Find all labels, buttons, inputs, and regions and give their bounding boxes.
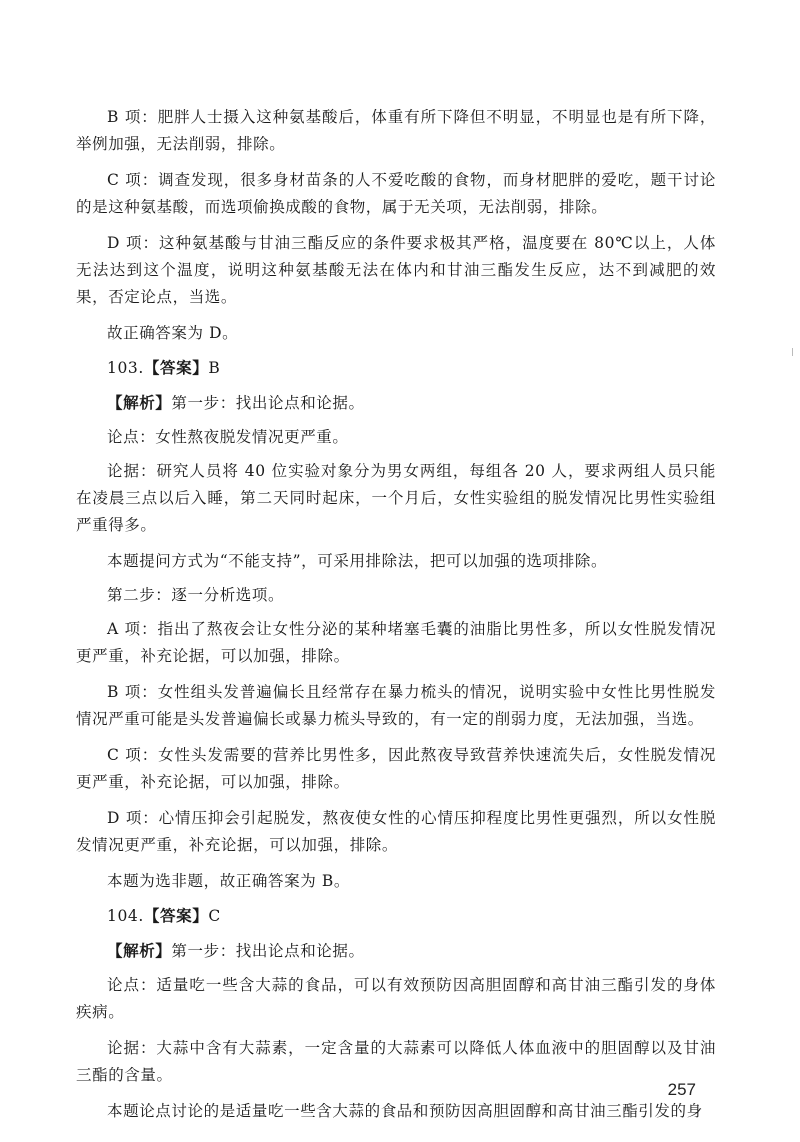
- answer-label: 【答案】: [143, 358, 209, 377]
- page-number: 257: [667, 1080, 696, 1099]
- paragraph-text: 本题提问方式为“不能支持”，可采用排除法，把可以加强的选项排除。: [107, 552, 608, 570]
- paragraph-text: C 项：女性头发需要的营养比男性多，因此熬夜导致营养快速流失后，女性脱发情况更严重，补充论据，可以加强，排除。: [76, 746, 716, 791]
- paragraph-answer-conclusion-q102: [76, 320, 716, 347]
- paragraph-option-b-q102: [76, 104, 716, 158]
- question-number: 104.: [107, 907, 144, 925]
- paragraph-evidence-q103: [76, 458, 716, 539]
- analysis-label: 【解析】: [107, 393, 172, 412]
- paragraph-text: A 项：指出了熬夜会让女性分泌的某种堵塞毛囊的油脂比男性多，所以女性脱发情况更严重，补充论据，可以加强，排除。: [76, 620, 716, 665]
- answer-heading-103: [76, 354, 716, 382]
- paragraph-text: 论据：研究人员将 40 位实验对象分为男女两组，每组各 20 人，要求两组人员只能在凌晨三点以后入睡，第二天同时起床，一个月后，女性实验组的脱发情况比男性实验组严重得多。: [76, 462, 716, 534]
- paragraph-text: D 项：心情压抑会引起脱发，熬夜使女性的心情压抑程度比男性更强烈，所以女性脱发情况更严重，补充论据，可以加强，排除。: [76, 809, 716, 854]
- paragraph-option-a-q103: [76, 616, 716, 670]
- paragraph-text: B 项：女性组头发普遍偏长且经常存在暴力梳头的情况，说明实验中女性比男性脱发情况严重可能是头发普遍偏长或暴力梳头导致的，有一定的削弱力度，无法加强，当选。: [76, 683, 716, 728]
- document-body: [76, 104, 716, 1134]
- analysis-step-1-q104: [76, 937, 716, 965]
- paragraph-option-d-q103: [76, 805, 716, 859]
- answer-heading-104: [76, 902, 716, 930]
- paragraph-claim-q103: [76, 424, 716, 451]
- paragraph-option-c-q102: [76, 167, 716, 221]
- paragraph-text: C 项：调查发现，很多身材苗条的人不爱吃酸的食物，而身材肥胖的爱吃，题干讨论的是这种氨基酸，而选项偷换成酸的食物，属于无关项，无法削弱，排除。: [76, 171, 716, 216]
- paragraph-option-b-q103: [76, 679, 716, 733]
- question-number: 103.: [107, 359, 144, 377]
- paragraph-text: 本题为选非题，故正确答案为 B。: [107, 872, 350, 890]
- paragraph-text: 第一步：找出论点和论据。: [171, 394, 365, 412]
- paragraph-text: D 项：这种氨基酸与甘油三酯反应的条件要求极其严格，温度要在 80℃以上，人体无法达到这个温度，说明这种氨基酸无法在体内和甘油三酯发生反应，达不到减肥的效果，否定论点，当选。: [76, 234, 716, 306]
- paragraph-text: 故正确答案为 D。: [107, 324, 239, 342]
- paragraph-question-type-q103: [76, 548, 716, 575]
- paragraph-claim-q104: [76, 972, 716, 1026]
- answer-label: 【答案】: [143, 906, 209, 925]
- paragraph-text: 第二步：逐一分析选项。: [107, 586, 285, 604]
- scan-edge-mark: [792, 348, 793, 356]
- paragraph-option-c-q103: [76, 742, 716, 796]
- paragraph-analysis-q104: [76, 1098, 716, 1125]
- analysis-step-1-q103: [76, 389, 716, 417]
- paragraph-text: 论点：适量吃一些含大蒜的食品，可以有效预防因高胆固醇和高甘油三酯引发的身体疾病。: [76, 976, 716, 1021]
- paragraph-option-d-q102: [76, 230, 716, 311]
- paragraph-evidence-q104: [76, 1035, 716, 1089]
- answer-value: B: [208, 359, 221, 377]
- paragraph-text: 论据：大蒜中含有大蒜素，一定含量的大蒜素可以降低人体血液中的胆固醇以及甘油三酯的含量。: [76, 1039, 716, 1084]
- paragraph-text: 论点：女性熬夜脱发情况更严重。: [107, 428, 349, 446]
- answer-value: C: [208, 907, 221, 925]
- paragraph-text: 本题论点讨论的是适量吃一些含大蒜的食品和预防因高胆固醇和高甘油三酯引发的身: [107, 1102, 703, 1120]
- analysis-label: 【解析】: [107, 941, 172, 960]
- paragraph-text: B 项：肥胖人士摄入这种氨基酸后，体重有所下降但不明显，不明显也是有所下降，举例加强，无法削弱，排除。: [76, 108, 716, 153]
- paragraph-step-2-q103: [76, 582, 716, 609]
- paragraph-answer-conclusion-q103: [76, 868, 716, 895]
- paragraph-text: 第一步：找出论点和论据。: [171, 942, 365, 960]
